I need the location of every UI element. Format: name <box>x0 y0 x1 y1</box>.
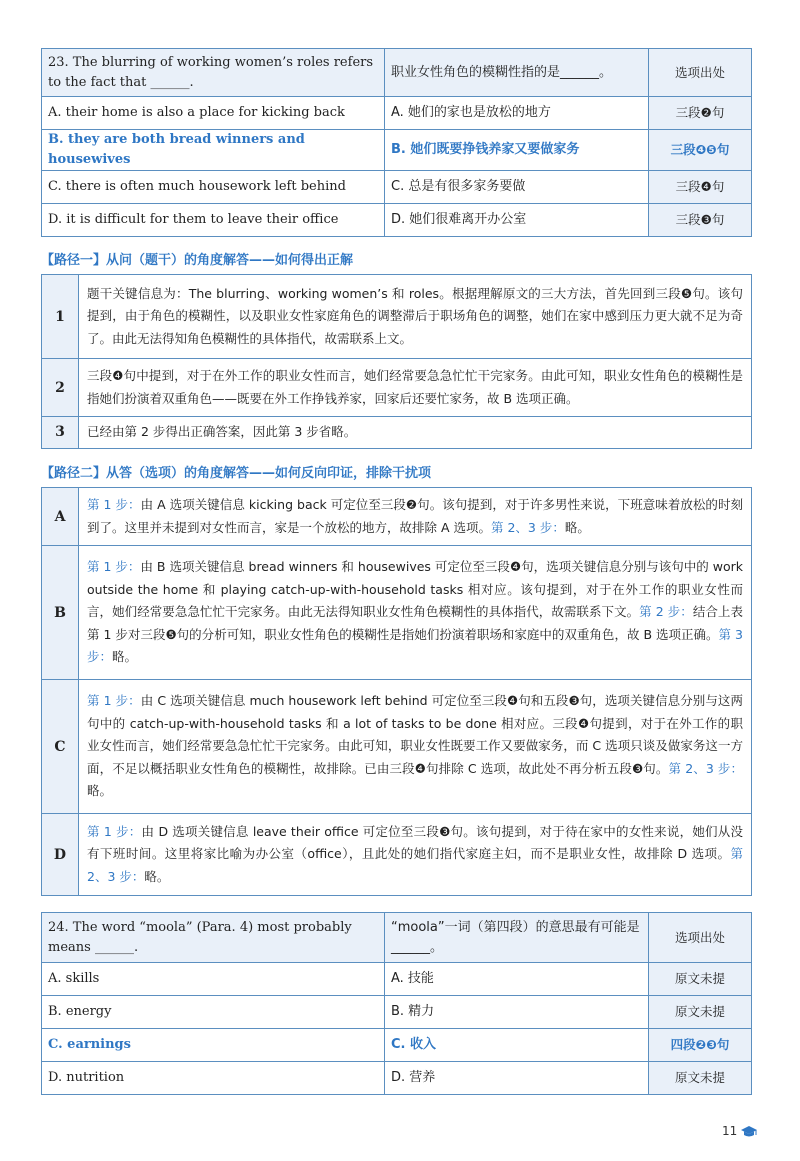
option-analysis <box>79 680 752 814</box>
option-row <box>42 963 752 996</box>
step-row <box>42 417 752 449</box>
option-cn: C. 收入 <box>385 1029 649 1062</box>
step-label: 1 <box>42 275 79 359</box>
step-text: 已经由第 2 步得出正确答案，因此第 3 步省略。 <box>79 417 752 449</box>
option-source: 三段❷句 <box>649 97 752 130</box>
option-row-correct <box>42 130 752 171</box>
option-en: D. nutrition <box>42 1062 385 1095</box>
option-label: C <box>42 680 79 814</box>
step-label: 2 <box>42 359 79 417</box>
analysis-text: 略。 <box>564 519 590 535</box>
option-source: 三段❹❺句 <box>649 130 752 171</box>
option-source: 四段❷❸句 <box>649 1029 752 1062</box>
option-analysis-row <box>42 546 752 680</box>
analysis-text: 由 C 选项关键信息 much housework left behind 可定位至三段❹句和五段❸句，选项关键信息分别与这两句中的 catch-up-with-household tasks 和 a lot of tasks to be done 相对应。三段❹句提到，对于在外工作的职业女性而言，她们经常要急急忙忙干完家务。由此可知，职业女性既要工作又要做家务，而 C 选项只谈及做家务这一方面，不足以概括职业女性角色的模糊性，故排除。已由三段❹句排除 C 选项，故此处不再分析五段❸句。 <box>87 693 743 776</box>
option-en: B. they are both bread winners and housewives <box>42 130 385 171</box>
step-tag: 第 1 步： <box>87 823 142 839</box>
option-label: D <box>42 814 79 896</box>
option-en: B. energy <box>42 996 385 1029</box>
step-tag: 第 3 步： <box>87 626 743 665</box>
question-24-cn: “moola”一词（第四段）的意思最有可能是______。 <box>385 913 649 963</box>
option-source: 三段❹句 <box>649 171 752 204</box>
analysis-text: 略。 <box>144 868 170 884</box>
option-row <box>42 204 752 237</box>
graduation-cap-icon <box>740 1124 758 1143</box>
step-label: 3 <box>42 417 79 449</box>
option-source: 原文未提 <box>649 996 752 1029</box>
analysis-text: 略。 <box>112 649 138 665</box>
option-cn: C. 总是有很多家务要做 <box>385 171 649 204</box>
question-23-cn: 职业女性角色的模糊性指的是______。 <box>385 49 649 97</box>
step-tag: 第 2、3 步： <box>668 760 743 776</box>
option-label: A <box>42 488 79 546</box>
question-24-en: 24. The word “moola” (Para. 4) most probably means ______. <box>42 913 385 963</box>
step-text: 三段❹句中提到，对于在外工作的职业女性而言，她们经常要急急忙忙干完家务。由此可知，职业女性角色的模糊性是指她们扮演着双重角色——既要在外工作挣钱养家，回家后还要忙家务，故 B 选项正确。 <box>79 359 752 417</box>
step-row <box>42 275 752 359</box>
step-tag: 第 1 步： <box>87 497 141 512</box>
option-analysis-row <box>42 488 752 546</box>
source-header: 选项出处 <box>649 913 752 963</box>
option-en: D. it is difficult for them to leave their office <box>42 204 385 237</box>
step-tag: 第 2、3 步： <box>491 519 565 535</box>
step-tag: 第 1 步： <box>87 693 141 709</box>
option-en: C. there is often much housework left behind <box>42 171 385 204</box>
option-analysis-row <box>42 680 752 814</box>
option-analysis-row <box>42 814 752 896</box>
step-text: 题干关键信息为：The blurring、working women’s 和 roles。根据理解原文的三大方法，首先回到三段❺句。该句提到，由于角色的模糊性，以及职业女性家庭角色的调整滞后于职场角色的调整，她们在家中感到压力更大就不足为奇了。由此无法得知角色模糊性的具体指代，故需联系上文。 <box>79 275 752 359</box>
question-24-header-row <box>42 913 752 963</box>
option-cn: D. 营养 <box>385 1062 649 1095</box>
page-number: 11 <box>722 1124 738 1138</box>
option-analysis <box>79 814 752 896</box>
option-row <box>42 171 752 204</box>
option-source: 原文未提 <box>649 1062 752 1095</box>
option-row <box>42 996 752 1029</box>
path-2-title: 【路径二】从答（选项）的角度解答——如何反向印证，排除干扰项 <box>41 466 432 481</box>
analysis-text: 结合上表第 1 步对三段❺句的分析可知，职业女性角色的模糊性是指她们扮演着职场和家庭中的双重角色，故 B 选项正确。 <box>87 604 743 642</box>
option-row-correct <box>42 1029 752 1062</box>
option-analysis <box>79 488 752 546</box>
option-cn: D. 她们很难离开办公室 <box>385 204 649 237</box>
option-en: A. their home is also a place for kicking back <box>42 97 385 130</box>
option-analysis <box>79 546 752 680</box>
step-tag: 第 2 步： <box>639 604 693 620</box>
question-23-header-row <box>42 49 752 97</box>
step-tag: 第 2、3 步： <box>87 846 743 884</box>
option-cn: A. 她们的家也是放松的地方 <box>385 97 649 130</box>
analysis-text: 由 A 选项关键信息 kicking back 可定位至三段❷句。该句提到，对于许多男性来说，下班意味着放松的时刻到了。这里并未提到对女性而言，家是一个放松的地方，故排除 A 选项。 <box>87 497 743 535</box>
step-tag: 第 1 步： <box>87 559 141 575</box>
option-cn: B. 精力 <box>385 996 649 1029</box>
question-23-en: 23. The blurring of working women’s roles refers to the fact that ______. <box>42 49 385 97</box>
option-label: B <box>42 546 79 680</box>
analysis-text: 由 B 选项关键信息 bread winners 和 housewives 可定位至三段❹句，选项关键信息分别与该句中的 work outside the home 和 playing catch-up-with-household tasks 相对应。该句提到，对于在外工作的职业女性而言，她们经常要急急忙忙干完家务。由此无法得知职业女性角色模糊性的具体指代，故需联系下文。 <box>87 559 743 620</box>
option-row <box>42 97 752 130</box>
option-source: 三段❸句 <box>649 204 752 237</box>
path-1-title: 【路径一】从问（题干）的角度解答——如何得出正解 <box>41 253 354 268</box>
option-cn: A. 技能 <box>385 963 649 996</box>
option-en: A. skills <box>42 963 385 996</box>
option-source: 原文未提 <box>649 963 752 996</box>
analysis-text: 由 D 选项关键信息 leave their office 可定位至三段❸句。该句提到，对于待在家中的女性来说，她们从没有下班时间。这里将家比喻为办公室（office），且此处的她们指代家庭主妇，而不是职业女性，故排除 D 选项。 <box>87 823 743 862</box>
analysis-text: 略。 <box>87 783 113 799</box>
path-1-table <box>41 274 752 449</box>
path-2-table <box>41 487 752 896</box>
step-row <box>42 359 752 417</box>
source-header: 选项出处 <box>649 49 752 97</box>
option-cn: B. 她们既要挣钱养家又要做家务 <box>385 130 649 171</box>
question-23-table <box>41 48 752 237</box>
question-24-table <box>41 912 752 1095</box>
option-en: C. earnings <box>42 1029 385 1062</box>
option-row <box>42 1062 752 1095</box>
